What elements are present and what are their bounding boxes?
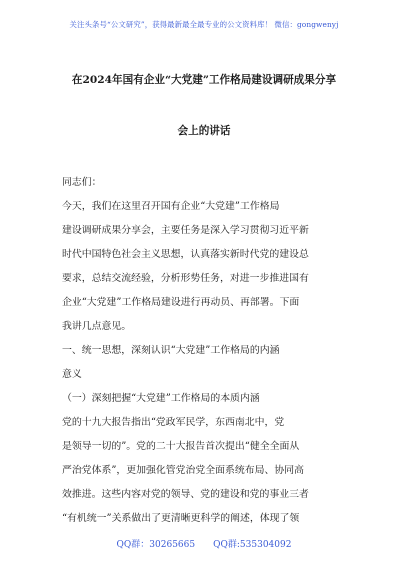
paragraph-line: “有机统一”关系做出了更清晰更科学的阐述，体现了领	[62, 513, 300, 524]
paragraph-line: 效推进。这些内容对党的领导、党的建设和党的事业三者	[62, 489, 309, 500]
salutation: 同志们：	[62, 177, 102, 188]
section-heading: 一、统一思想，深刻认识“大党建”工作格局的内涵	[62, 345, 280, 356]
paragraph-line: 企业“大党建”工作格局建设进行再动员、再部署。下面	[62, 297, 300, 308]
paragraph-line: 今天，我们在这里召开国有企业“大党建”工作格局	[62, 201, 280, 212]
paragraph-line: 时代中国特色社会主义思想，认真落实新时代党的建设总	[62, 249, 309, 260]
footer-qq-group-1: QQ群：30265665	[116, 540, 196, 550]
paragraph-line: 是领导一切的”。党的二十大报告首次提出“健全全面从	[62, 441, 300, 452]
paragraph-line: 党的十九大报告指出“党政军民学，东西南北中，党	[62, 417, 285, 428]
header-banner: 关注头条号“公文研究”，获得最新最全最专业的公文资料库！ 微信：gongwenyj	[69, 20, 339, 29]
paragraph-line: 严治党体系”，更加强化管党治党全面系统布局、协同高	[62, 465, 305, 476]
section-heading: 意义	[62, 369, 82, 380]
document-title-line-2: 会上的讲话	[177, 125, 231, 137]
subsection-heading: （一）深刻把握“大党建”工作格局的本质内涵	[62, 393, 260, 404]
paragraph-line: 我讲几点意见。	[62, 321, 132, 332]
paragraph-line: 建设调研成果分享会，主要任务是深入学习贯彻习近平新	[62, 225, 309, 236]
document-title-line-1: 在2024年国有企业“大党建”工作格局建设调研成果分享	[71, 74, 337, 86]
footer-contacts	[0, 537, 408, 550]
paragraph-line: 要求，总结交流经验，分析形势任务，对进一步推进国有	[62, 273, 309, 284]
footer-qq-group-2: QQ群:535304092	[213, 540, 292, 550]
